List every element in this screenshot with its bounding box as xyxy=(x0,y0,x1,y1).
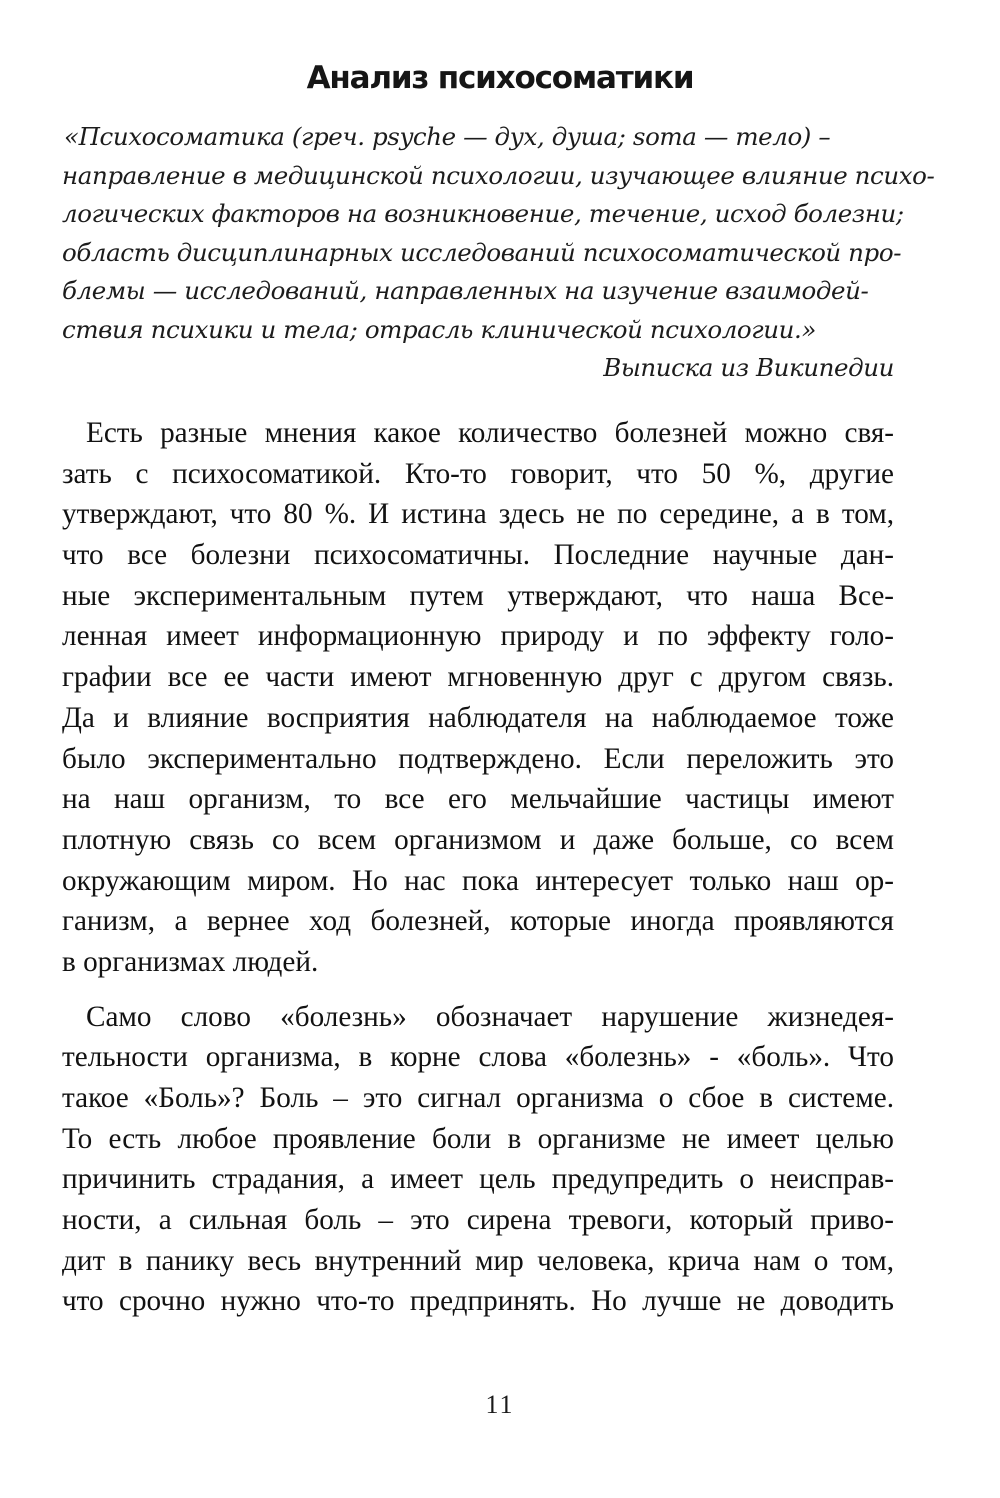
text-line: окружающим миром. Но нас пока интересует только наш ор- xyxy=(62,864,894,897)
text-line: было экспериментально подтверждено. Если переложить это xyxy=(62,742,894,775)
epigraph-line: блемы — исследований, направленных на изучение взаимодей- xyxy=(62,276,869,305)
text-line: на наш организм, то все его мельчайшие частицы имеют xyxy=(62,783,894,816)
epigraph-line: ствия психики и тела; отрасль клинической психологии.» xyxy=(62,314,816,344)
text-line: графии все ее части имеют мгновенную друг с другом связь. xyxy=(62,661,894,694)
epigraph-line: направление в медицинской психологии, изучающее влияние психо- xyxy=(62,160,935,190)
text-line: зать с психосоматикой. Кто-то говорит, что 50 %, другие xyxy=(62,457,894,490)
paragraph-2 xyxy=(62,997,894,1323)
epigraph-line: логических факторов на возникновение, течение, исход болезни; xyxy=(62,199,904,228)
text-line: такое «Боль»? Боль – это сигнал организма о сбое в системе. xyxy=(62,1082,894,1114)
text-line: дит в панику весь внутренний мир человека, крича нам о том, xyxy=(62,1244,894,1277)
epigraph-line: «Психосоматика (греч. psyche — дух, душа; soma — тело) – xyxy=(64,122,831,151)
text-line: утверждают, что 80 %. И истина здесь не по середине, а в том, xyxy=(62,498,894,531)
text-line: ности, а сильная боль – это сирена тревоги, который приво- xyxy=(62,1204,894,1237)
text-line: что все болезни психосоматичны. Последние научные дан- xyxy=(62,539,894,572)
text-line: ганизм, а вернее ход болезней, которые иногда проявляются xyxy=(62,905,894,938)
epigraph-line: область дисциплинарных исследований психосоматической про- xyxy=(62,237,902,267)
text-line: тельности организма, в корне слова «болезнь» - «боль». Что xyxy=(62,1041,894,1074)
text-line: То есть любое проявление боли в организме не имеет целью xyxy=(62,1122,894,1155)
text-line: ные экспериментальным путем утверждают, что наша Все- xyxy=(62,579,894,612)
paragraph-1 xyxy=(62,413,894,983)
text-line: в организмах людей. xyxy=(62,945,319,978)
page-number: 11 xyxy=(485,1390,515,1419)
text-line: Да и влияние восприятия наблюдателя на наблюдаемое тоже xyxy=(62,701,894,734)
text-line: плотную связь со всем организмом и даже больше, со всем xyxy=(62,823,894,856)
text-line: Само слово «болезнь» обозначает нарушение жизнедея- xyxy=(86,1000,894,1033)
chapter-heading: Анализ психосоматики xyxy=(306,60,694,96)
text-line: ленная имеет информационную природу и по эффекту голо- xyxy=(62,620,894,653)
text-line: Есть разные мнения какое количество болезней можно свя- xyxy=(86,417,894,449)
epigraph-source: Выписка из Википедии xyxy=(603,353,894,382)
body-text xyxy=(62,413,894,1322)
text-line: что срочно нужно что-то предпринять. Но лучше не доводить xyxy=(62,1285,894,1318)
text-line: причинить страдания, а имеет цель предупредить о неисправ- xyxy=(62,1163,894,1196)
epigraph-quote xyxy=(62,118,935,388)
